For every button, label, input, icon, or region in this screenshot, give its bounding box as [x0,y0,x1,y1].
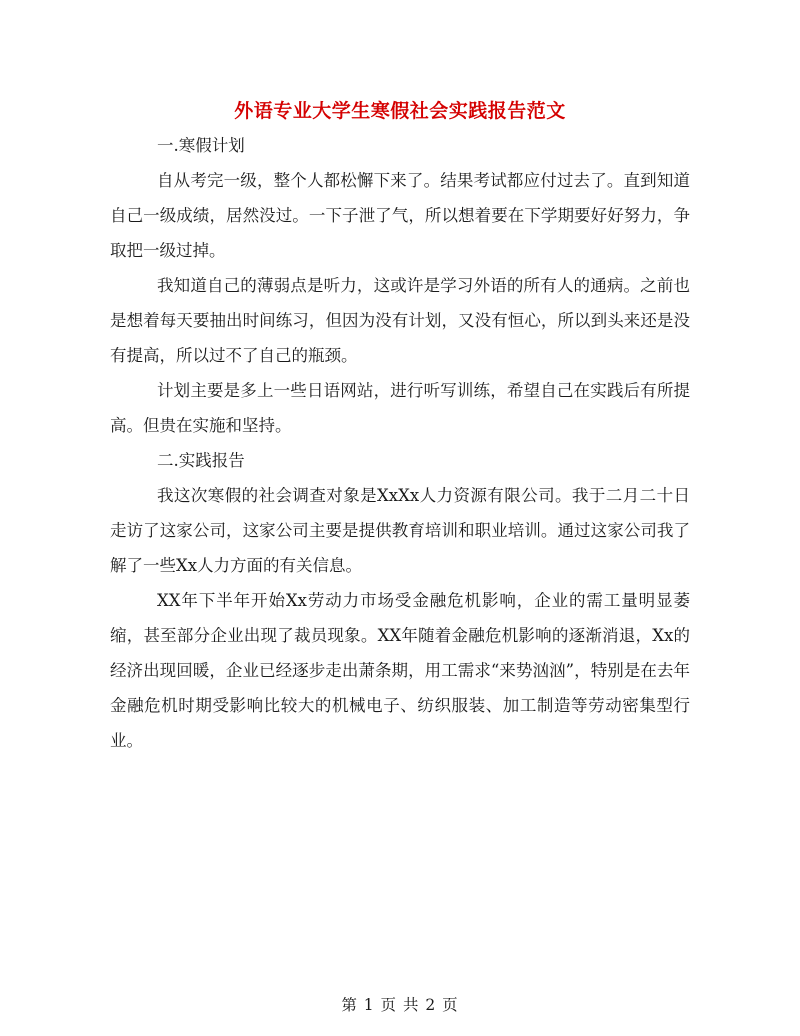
page-number-footer: 第 1 页 共 2 页 [341,996,459,1014]
document-body [110,128,690,758]
paragraph: 自从考完一级，整个人都松懈下来了。结果考试都应付过去了。直到知道自己一级成绩，居然没过。一下子泄了气，所以想着要在下学期要好好努力，争取把一级过掉。 [110,171,690,260]
paragraph: XX年下半年开始Xx劳动力市场受金融危机影响，企业的需工量明显萎缩，甚至部分企业出现了裁员现象。XX年随着金融危机影响的逐渐消退，Xx的经济出现回暖，企业已经逐步走出萧条期，用工需求“来势汹汹”，特别是在去年金融危机时期受影响比较大的机械电子、纺织服装、加工制造等劳动密集型行业。 [110,591,690,750]
paragraph: 我知道自己的薄弱点是听力，这或许是学习外语的所有人的通病。之前也是想着每天要抽出时间练习，但因为没有计划，又没有恒心，所以到头来还是没有提高，所以过不了自己的瓶颈。 [110,276,690,365]
paragraph: 计划主要是多上一些日语网站，进行听写训练，希望自己在实践后有所提高。但贵在实施和坚持。 [110,381,690,435]
section-heading-plan: 一.寒假计划 [157,136,245,155]
section-heading-report: 二.实践报告 [157,451,245,470]
document-title: 外语专业大学生寒假社会实践报告范文 [234,100,566,122]
paragraph: 我这次寒假的社会调查对象是XxXx人力资源有限公司。我于二月二十日走访了这家公司，这家公司主要是提供教育培训和职业培训。通过这家公司我了解了一些Xx人力方面的有关信息。 [110,486,690,575]
